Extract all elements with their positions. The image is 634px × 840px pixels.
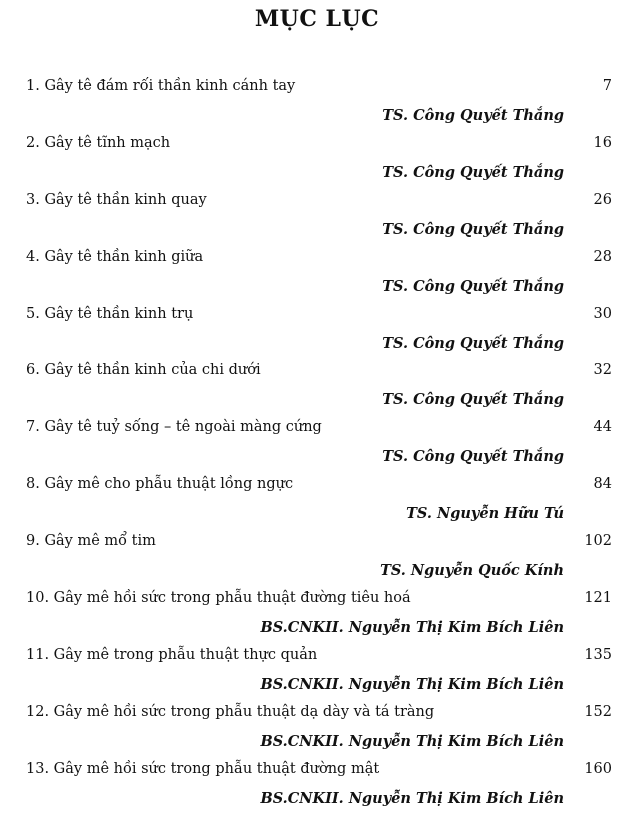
toc-entry-page-number: 121 <box>584 590 612 607</box>
toc-entry-page-number: 102 <box>584 533 612 550</box>
toc-entry-author: BS.CNKII. Nguyễn Thị Kim Bích Liên <box>260 732 564 750</box>
toc-entry-author: TS. Công Quyết Thắng <box>382 277 564 295</box>
toc-entry-title: 2. Gây tê tĩnh mạch <box>26 134 171 151</box>
toc-entry-author: TS. Công Quyết Thắng <box>382 334 564 352</box>
table-of-contents <box>26 78 612 818</box>
toc-entry[interactable] <box>26 647 612 704</box>
toc-entry-row <box>26 761 612 777</box>
toc-entry-row <box>26 78 612 94</box>
toc-entry-row <box>26 135 612 151</box>
toc-entry-row <box>26 306 612 322</box>
toc-entry-page-number: 16 <box>593 134 612 151</box>
toc-entry-title: 9. Gây mê mổ tim <box>26 533 156 550</box>
toc-entry-title: 3. Gây tê thần kinh quay <box>26 191 207 208</box>
toc-entry-title: 4. Gây tê thần kinh giữa <box>26 248 204 265</box>
toc-entry[interactable] <box>26 761 612 818</box>
toc-entry-page-number: 135 <box>584 646 612 663</box>
toc-entry-title: 12. Gây mê hồi sức trong phẫu thuật dạ dày và tá tràng <box>26 703 435 720</box>
toc-entry-page-number: 84 <box>593 476 612 493</box>
toc-entry-page-number: 30 <box>593 305 612 322</box>
toc-entry-author: TS. Công Quyết Thắng <box>382 448 564 466</box>
toc-entry-row <box>26 704 612 720</box>
toc-entry[interactable] <box>26 590 612 647</box>
toc-entry-title: 5. Gây tê thần kinh trụ <box>26 305 194 322</box>
toc-entry-row <box>26 362 612 378</box>
toc-entry-row <box>26 192 612 208</box>
toc-entry-title: 13. Gây mê hồi sức trong phẫu thuật đường mật <box>26 760 380 777</box>
toc-entry-author: TS. Công Quyết Thắng <box>382 391 564 409</box>
toc-entry[interactable] <box>26 704 612 761</box>
toc-entry-row <box>26 533 612 549</box>
toc-entry[interactable] <box>26 533 612 590</box>
toc-entry-title: 1. Gây tê đám rối thần kinh cánh tay <box>26 78 296 94</box>
toc-entry-row <box>26 647 612 663</box>
toc-entry-title: 7. Gây tê tuỷ sống – tê ngoài màng cứng <box>26 419 322 436</box>
toc-entry-page-number: 44 <box>593 419 612 436</box>
toc-entry-author: TS. Công Quyết Thắng <box>382 163 564 181</box>
toc-entry-title: 6. Gây tê thần kinh của chi dưới <box>26 362 261 379</box>
toc-entry-title: 11. Gây mê trong phẫu thuật thực quản <box>26 646 318 663</box>
toc-entry[interactable] <box>26 476 612 533</box>
toc-entry-author: BS.CNKII. Nguyễn Thị Kim Bích Liên <box>260 675 564 693</box>
toc-entry-author: TS. Công Quyết Thắng <box>382 220 564 238</box>
toc-entry-page-number: 7 <box>602 78 612 94</box>
toc-entry[interactable] <box>26 78 612 135</box>
toc-entry[interactable] <box>26 249 612 306</box>
toc-entry-page-number: 32 <box>593 362 612 379</box>
toc-entry[interactable] <box>26 362 612 419</box>
toc-entry-title: 8. Gây mê cho phẫu thuật lồng ngực <box>26 476 294 493</box>
toc-entry-author: TS. Công Quyết Thắng <box>382 107 564 124</box>
toc-entry[interactable] <box>26 419 612 476</box>
toc-entry-page-number: 152 <box>584 703 612 720</box>
toc-entry-row <box>26 419 612 435</box>
toc-entry-author: TS. Nguyễn Hữu Tú <box>406 505 564 523</box>
toc-entry-page-number: 160 <box>584 760 612 777</box>
toc-entry[interactable] <box>26 306 612 363</box>
toc-entry-page-number: 26 <box>593 191 612 208</box>
toc-entry-author: BS.CNKII. Nguyễn Thị Kim Bích Liên <box>260 789 564 807</box>
toc-entry[interactable] <box>26 192 612 249</box>
toc-entry-page-number: 28 <box>593 248 612 265</box>
toc-entry-author: BS.CNKII. Nguyễn Thị Kim Bích Liên <box>260 619 564 637</box>
toc-entry-row <box>26 476 612 492</box>
toc-entry-row <box>26 590 612 606</box>
toc-entry[interactable] <box>26 135 612 192</box>
page-title: MỤC LỤC <box>254 6 380 32</box>
toc-entry-title: 10. Gây mê hồi sức trong phẫu thuật đường tiêu hoá <box>26 590 411 607</box>
toc-entry-row <box>26 249 612 265</box>
toc-entry-author: TS. Nguyễn Quốc Kính <box>380 562 564 580</box>
